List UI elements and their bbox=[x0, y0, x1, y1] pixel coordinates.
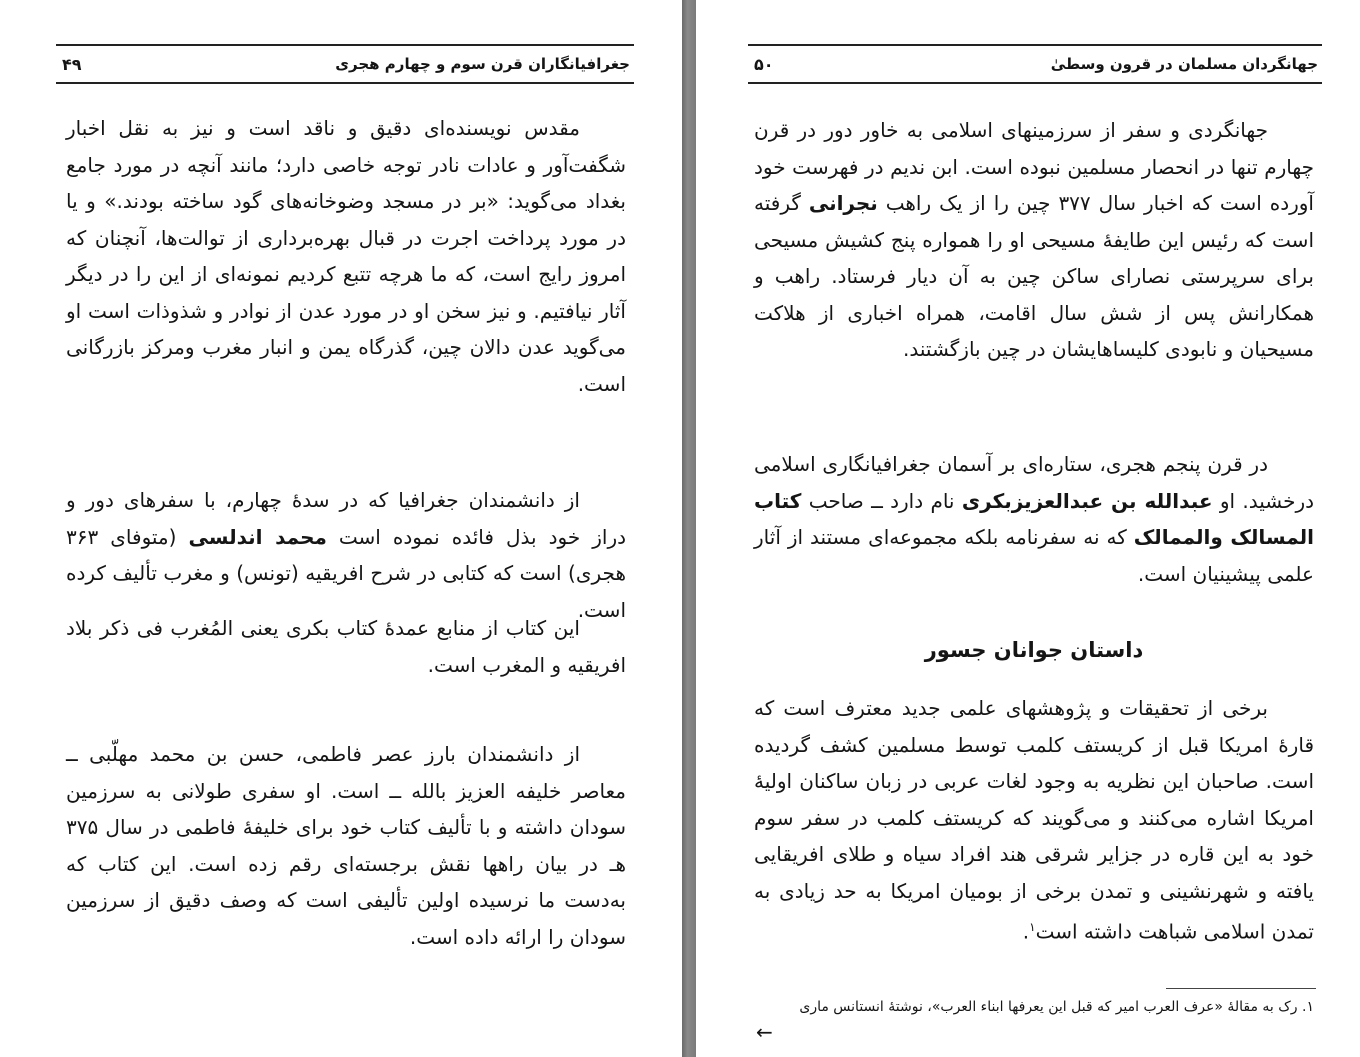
right-page bbox=[696, 0, 1360, 1057]
bold-title: کتاب المسالک والممالک bbox=[754, 488, 1314, 549]
left-page-header bbox=[56, 44, 634, 84]
running-title: جغرافیانگاران قرن سوم و چهارم هجری bbox=[335, 55, 630, 73]
page-number: ۴۹ bbox=[62, 54, 82, 74]
paragraph bbox=[754, 112, 1314, 368]
paragraph-text: مقدس نویسنده‌ای دقیق و ناقد است و نیز به نقل اخبار شگفت‌آور و عادات نادر توجه خاصی دارد؛ مانند آنچه در مورد جامع بغداد می‌گوید: «بر در مسجد وضوخانه‌های گود ساخته بودند.» و یا در مورد پرداخت اجرت در قبال بهره‌برداری از توالت‌ها، آنچنان که امروز رایج است، که ما هرچه تتبع کردیم نمونه‌ای از این را در دیگر آثار نیافتیم. و نیز سخن او در مورد عدن از نوادر و شذوذات است او می‌گوید عدن دالان چین، گذرگاه یمن و انبار مغرب ومرکز بازرگانی است. bbox=[66, 116, 626, 396]
paragraph bbox=[66, 610, 626, 683]
footnote: ۱. رک به مقالهٔ «عرف العرب امیر که قبل این یعرفها ابناء العرب»، نوشتهٔ انستانس ماری bbox=[799, 999, 1314, 1015]
paragraph bbox=[754, 446, 1314, 592]
paragraph-text: برخی از تحقیقات و پژوهشهای علمی جدید معترف است که قارهٔ امریکا قبل از کریستف کلمب توسط مسلمین کشف گردیده است. صاحبان این نظریه به وجود لغات عربی در زبان ساکنان اولیهٔ امریکا اشاره می‌کنند و می‌گویند که کریستف کلمب در سفر سوم خود به این قاره در جزایر شرقی هند افراد سیاه و طلای افریقایی یافته و شهرنشینی و تمدن برخی از بومیان امریکا به حد زیادی به تمدن اسلامی شباهت داشته است$^۱$. bbox=[754, 696, 1314, 944]
bold-name: محمد اندلسی bbox=[188, 524, 327, 549]
paragraph-text: از دانشمندان بارز عصر فاطمی، حسن بن محمد مهلّبی ــ معاصر خلیفه العزیز بالله ــ است. او سفری طولانی به سرزمین سودان داشته و با تألیف کتاب خود برای خلیفهٔ فاطمی در سال ۳۷۵ هـ در بیان راهها نقش برجسته‌ای رقم زده است. این کتاب که به‌دست ما نرسیده اولین تألیفی است که وصف دقیق از سرزمین سودان را ارائه داده است. bbox=[66, 742, 626, 949]
page-number: ۵۰ bbox=[754, 54, 774, 74]
continue-arrow-icon: ← bbox=[756, 1020, 773, 1044]
right-page-header bbox=[748, 44, 1322, 84]
running-title: جهانگردان مسلمان در قرون وسطیٰ bbox=[1050, 55, 1318, 73]
paragraph-text: از دانشمندان جغرافیا که در سدهٔ چهارم، با سفرهای دور و دراز خود بذل فائده نموده است محمد اندلسی (متوفای ۳۶۳ هجری) است که کتابی در شرح افریقیه (تونس) و مغرب تألیف کرده است. bbox=[66, 488, 627, 622]
paragraph bbox=[66, 110, 626, 402]
paragraph-text: جهانگردی و سفر از سرزمینهای اسلامی به خاور دور در قرن چهارم تنها در انحصار مسلمین نبوده است. ابن ندیم در فهرست خود آورده است که اخبار سال ۳۷۷ چین را از یک راهب نجرانی گرفته است که رئیس این طایفهٔ مسیحی او را همواره پنج کشیش مسیحی برای سرپرستی نصارای ساکن چین به آن دیار فرستاد. راهب و همکارانش پس از شش سال اقامت، همراه اخباری از هلاکت مسیحیان و نابودی کلیساهایشان در چین بازگشتند. bbox=[754, 118, 1314, 361]
bold-name: عبدالله بن عبدالعزیزبکری bbox=[961, 488, 1213, 513]
paragraph-text: این کتاب از منابع عمدهٔ کتاب بکری یعنی المُغرب فی ذکر بلاد افریقیه و المغرب است. bbox=[66, 616, 626, 677]
paragraph bbox=[66, 736, 626, 955]
footnote-marker: ۱ bbox=[1029, 920, 1036, 934]
paragraph bbox=[754, 690, 1314, 950]
paragraph bbox=[66, 482, 626, 628]
footnote-divider bbox=[1166, 988, 1316, 989]
section-heading: داستان جوانان جسور bbox=[924, 638, 1144, 662]
book-gutter bbox=[682, 0, 696, 1057]
bold-name: نجرانی bbox=[808, 191, 878, 215]
paragraph-text: در قرن پنجم هجری، ستاره‌ای بر آسمان جغرافیانگاری اسلامی درخشید. او عبدالله بن عبدالعزیزبکری نام دارد ــ صاحب کتاب المسالک والممالک که نه سفرنامه بلکه مجموعه‌ای مستند از آثار علمی پیشینیان است. bbox=[754, 452, 1315, 586]
